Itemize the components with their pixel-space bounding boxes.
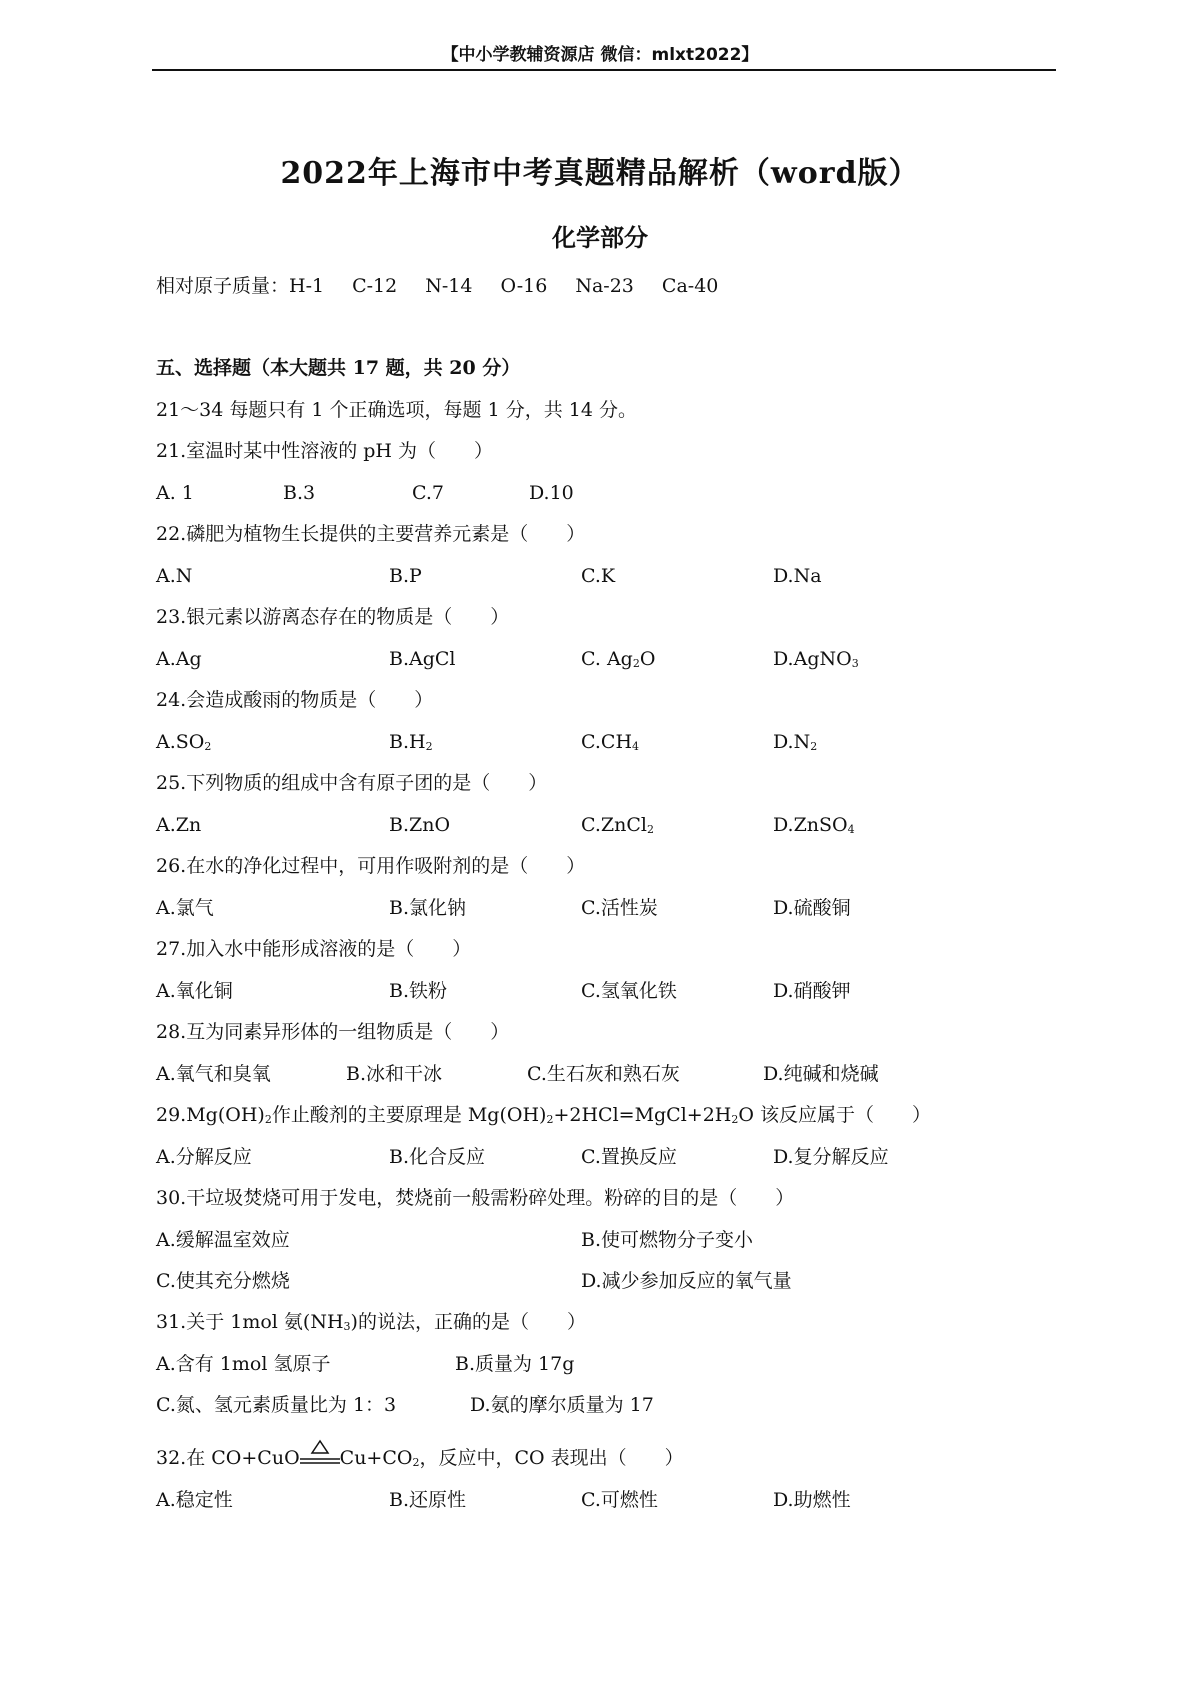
q29-option-d: D.复分解反应 [773, 1146, 889, 1168]
q30-option-a: A.缓解温室效应 [156, 1229, 290, 1251]
q32-option-b: B.还原性 [389, 1489, 467, 1511]
q24-stem: 24.会造成酸雨的物质是（ ） [156, 689, 434, 711]
q29-option-b: B.化合反应 [389, 1146, 486, 1168]
q31-stem: 31.关于 1mol 氨$(NH_3)$的说法，正确的是（ ） [156, 1311, 586, 1333]
mass-o: O-16 [500, 275, 548, 297]
q23-option-a: A.Ag [156, 648, 202, 670]
heat-triangle-icon [300, 1447, 340, 1471]
q28-option-c: C.生石灰和熟石灰 [527, 1063, 680, 1085]
q22-option-d: D.Na [773, 565, 822, 587]
q25-option-d: D.ZnSO$_4$ [773, 814, 855, 836]
mass-c: C-12 [352, 275, 398, 297]
q29-option-c: C.置换反应 [581, 1146, 677, 1168]
q24-option-a: $A.SO_2$ [156, 731, 212, 753]
q21-option-c: C.7 [412, 482, 444, 504]
q25-option-c: C.ZnCl$_2$ [581, 814, 654, 836]
q28-option-d: D.纯碱和烧碱 [763, 1063, 879, 1085]
q29-option-a: A.分解反应 [156, 1146, 252, 1168]
q21-option-d: D.10 [529, 482, 574, 504]
q27-stem: 27.加入水中能形成溶液的是（ ） [156, 938, 472, 960]
q31-option-d: D.氨的摩尔质量为 17 [470, 1394, 654, 1416]
q30-option-c: C.使其充分燃烧 [156, 1270, 290, 1292]
q22-option-b: B.P [389, 565, 422, 587]
q23-option-b: B.AgCl [389, 648, 456, 670]
q25-option-a: A.Zn [156, 814, 202, 836]
q32-option-d: D.助燃性 [773, 1489, 851, 1511]
q24-option-b: $B.H_2$ [389, 731, 433, 753]
q30-option-d: D.减少参加反应的氧气量 [581, 1270, 792, 1292]
q31-option-b: B.质量为 17g [455, 1353, 575, 1375]
q32-option-a: A.稳定性 [156, 1489, 233, 1511]
q27-option-a: A.氧化铜 [156, 980, 233, 1002]
q32-stem: 32.在 CO+CuO $Cu+CO_2$，反应中，CO 表现出（ ） [156, 1446, 684, 1475]
q30-stem: 30.干垃圾焚烧可用于发电，焚烧前一般需粉碎处理。粉碎的目的是（ ） [156, 1187, 795, 1209]
mass-na: Na-23 [575, 275, 634, 297]
q26-option-d: D.硫酸铜 [773, 897, 851, 919]
page-title: 2022年上海市中考真题精品解析（word版） [280, 156, 920, 191]
atomic-mass-label: 相对原子质量： [156, 275, 290, 297]
q24-option-d: $D.N_2$ [773, 731, 818, 753]
q31-option-a: A.含有 1mol 氢原子 [156, 1353, 331, 1375]
q29-stem: $29.Mg(OH)_2$作止酸剂的主要原理是 $Mg(OH)_2+2HCl=MgCl+2H_2O$ 该反应属于（ ） [156, 1104, 931, 1126]
q21-option-b: B.3 [283, 482, 316, 504]
q26-stem: 26.在水的净化过程中，可用作吸附剂的是（ ） [156, 855, 586, 877]
q22-option-a: A.N [156, 565, 193, 587]
mass-h: H-1 [289, 275, 325, 297]
q25-option-b: B.ZnO [389, 814, 451, 836]
q21-option-a: A. 1 [156, 482, 194, 504]
section-heading: 五、选择题（本大题共 17 题，共 20 分） [156, 357, 521, 379]
q28-option-a: A.氧气和臭氧 [156, 1063, 271, 1085]
q25-stem: 25.下列物质的组成中含有原子团的是（ ） [156, 772, 548, 794]
section-intro: 21～34 每题只有 1 个正确选项，每题 1 分，共 14 分。 [156, 399, 637, 421]
q24-option-c: $C.CH_4$ [581, 731, 640, 753]
q32-option-c: C.可燃性 [581, 1489, 658, 1511]
atomic-mass-line [156, 274, 746, 298]
mass-ca: Ca-40 [661, 275, 719, 297]
q27-option-c: C.氢氧化铁 [581, 980, 677, 1002]
page-subtitle: 化学部分 [552, 223, 648, 252]
q23-option-c: C. $Ag_2O$ [581, 648, 656, 670]
q26-option-b: B.氯化钠 [389, 897, 467, 919]
q22-stem: 22.磷肥为植物生长提供的主要营养元素是（ ） [156, 523, 586, 545]
q30-option-b: B.使可燃物分子变小 [581, 1229, 754, 1251]
q23-option-d: D.AgNO$_3$ [773, 648, 859, 670]
header-rule [152, 69, 1056, 71]
page-header: 【中小学教辅资源店 微信：mlxt2022】 [441, 45, 759, 65]
q27-option-d: D.硝酸钾 [773, 980, 851, 1002]
q26-option-a: A.氯气 [156, 897, 214, 919]
q21-stem: 21.室温时某中性溶液的 pH 为（ ） [156, 440, 494, 462]
q28-option-b: B.冰和干冰 [346, 1063, 443, 1085]
mass-n: N-14 [425, 275, 473, 297]
q27-option-b: B.铁粉 [389, 980, 448, 1002]
q26-option-c: C.活性炭 [581, 897, 658, 919]
q31-option-c: C.氮、氢元素质量比为 1：3 [156, 1394, 397, 1416]
q28-stem: 28.互为同素异形体的一组物质是（ ） [156, 1021, 510, 1043]
q22-option-c: C.K [581, 565, 616, 587]
q23-stem: 23.银元素以游离态存在的物质是（ ） [156, 606, 510, 628]
